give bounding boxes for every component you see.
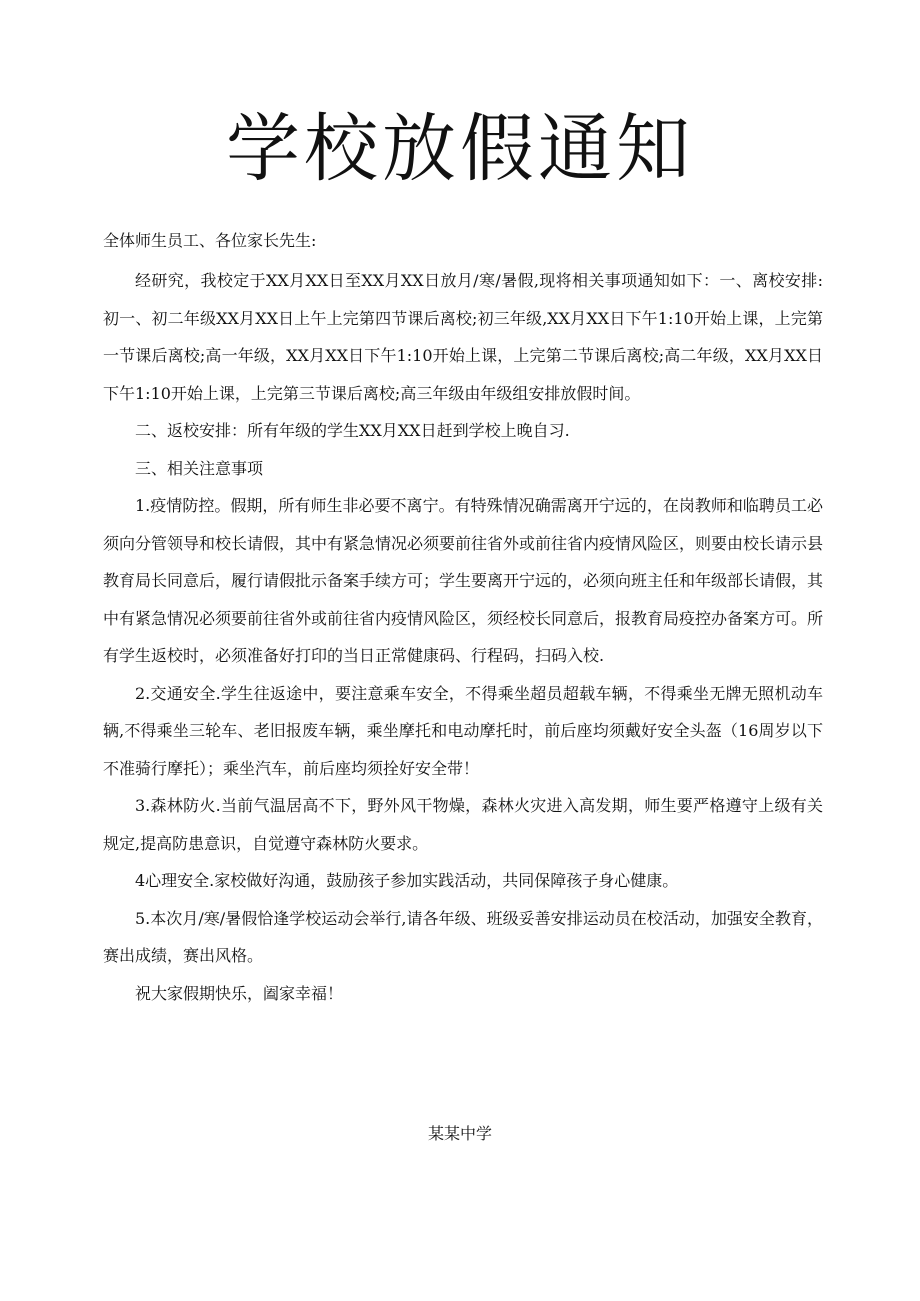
salutation: 全体师生员工、各位家长先生: (103, 231, 317, 250)
paragraph-sports: 5.本次月/寒/暑假恰逢学校运动会举行,请各年级、班级妥善安排运动员在校活动，加强安全教育，赛出成绩，赛出风格。 (103, 908, 823, 965)
paragraph-notes-heading: 三、相关注意事项 (135, 458, 264, 478)
paragraph-epidemic: 1.疫情防控。假期，所有师生非必要不离宁。有特殊情况确需离开宁远的，在岗教师和临聘员工必须向分管领导和校长请假，其中有紧急情况必须要前往省外或前往省内疫情风险区，则要由校长请示县教育局长同意后，履行请假批示备案手续方可；学生要离开宁远的，必须向班主任和年级部长请假，其中有紧急情况必须要前往省外或前往省内疫情风险区，须经校长同意后，报教育局疫控办备案方可。所有学生返校时，必须准备好打印的当日正常健康码、行程码，扫码入校. (103, 496, 824, 665)
document-title: 学校放假通知 (226, 106, 694, 192)
paragraph-traffic: 2.交通安全.学生往返途中，要注意乘车安全，不得乘坐超员超载车辆，不得乘坐无牌无照机动车辆,不得乘坐三轮车、老旧报废车辆，乘坐摩托和电动摩托时，前后座均须戴好安全头盔（16周岁以下不准骑行摩托）；乘坐汽车，前后座均须拴好安全带！ (103, 683, 823, 778)
paragraph-return: 二、返校安排：所有年级的学生XX月XX日赶到学校上晚自习. (135, 421, 570, 440)
paragraph-wishes: 祝大家假期快乐，阖家幸福！ (135, 983, 344, 1003)
paragraph-arrangement: 经研究，我校定于XX月XX日至XX月XX日放月/寒/暑假,现将相关事项通知如下：一、离校安排:初一、初二年级XX月XX日上午上完第四节课后离校;初三年级,XX月XX日下午1:10开始上课，上完第一节课后离校;高一年级，XX月XX日下午1:10开始上课，上完第二节课后离校;高二年级，XX月XX日下午1:10开始上课，上完第三节课后离校;高三年级由年级组安排放假时间。 (103, 271, 823, 403)
paragraph-psychology: 4心理安全.家校做好沟通，鼓励孩子参加实践活动，共同保障孩子身心健康。 (135, 871, 679, 890)
notice-body (103, 262, 823, 1012)
signature: 某某中学 (427, 1124, 492, 1143)
paragraph-fire: 3.森林防火.当前气温居高不下，野外风干物燥，森林火灾进入高发期，师生要严格遵守上级有关规定,提高防患意识，自觉遵守森林防火要求。 (103, 796, 823, 853)
